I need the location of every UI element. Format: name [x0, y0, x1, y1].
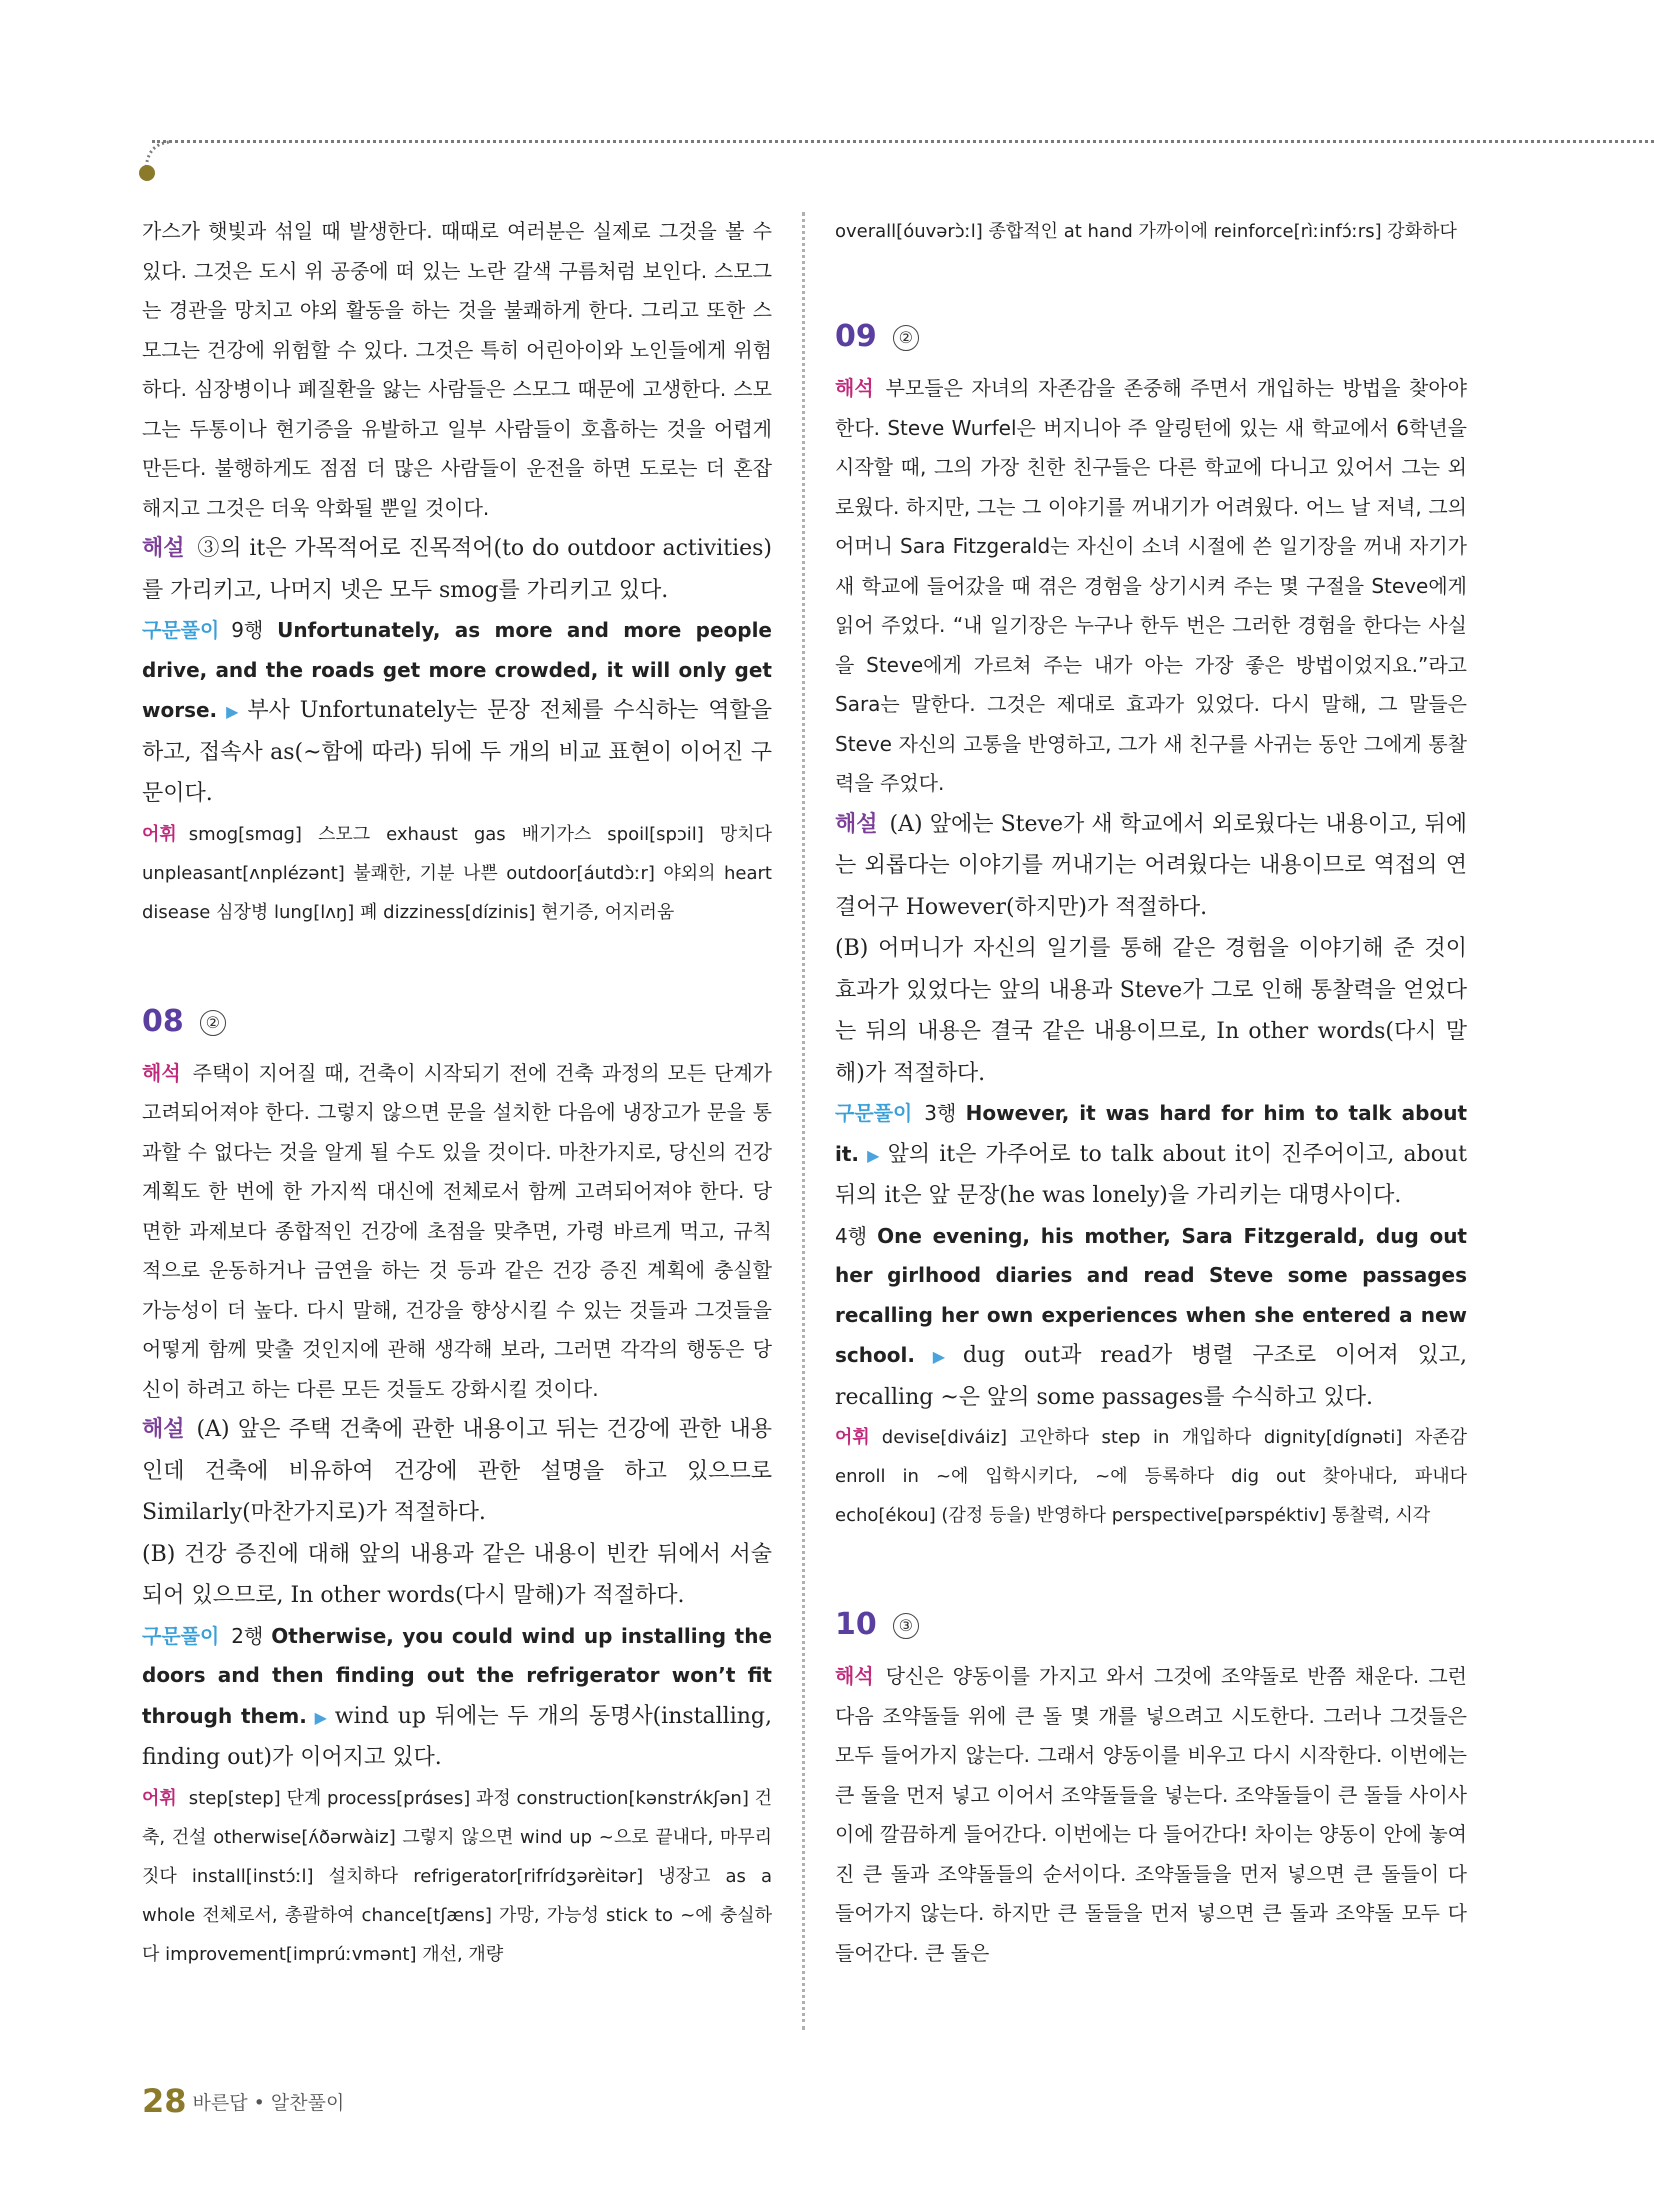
triangle-icon: ▶ — [920, 1347, 957, 1366]
page-footer — [142, 2082, 344, 2120]
vocab-text: smog[smɑɡ] 스모그 exhaust gas 배기가스 spoil[spɔil] 망치다 unpleasant[ʌnplézənt] 불쾌한, 기분 나쁜 outdoor[áutdɔ̀ːr] 야외의 heart disease 심장병 lung[lʌŋ] 폐 dizziness[dízinis] 현기증, 어지러움 — [142, 823, 772, 923]
translation-label: 해석 — [835, 376, 874, 400]
q8-explanation-b: (B) 건강 증진에 대해 앞의 내용과 같은 내용이 빈칸 뒤에서 서술되어 있으므로, In other words(다시 말해)가 적절하다. — [142, 1541, 772, 1608]
q8-vocabulary — [142, 1779, 772, 1974]
grammar-sentence: Otherwise, you could wind up installing the doors and then finding out the refrigerator won’t fit through them. — [142, 1623, 773, 1728]
translation-text: 당신은 양동이를 가지고 와서 그것에 조약돌로 반쯤 채운다. 그런 다음 조약돌들 위에 큰 돌 몇 개를 넣으려고 시도한다. 그러나 그것들은 모두 들어가지 않는다. 그래서 양동이를 비우고 다시 시작한다. 이번에는 큰 돌을 먼저 넣고 이어서 조약돌들을 넣는다. 조약돌들이 큰 돌들 사이사이에 깔끔하게 들어간다. 이번에는 다 들어간다! 차이는 양동이 안에 놓여진 큰 돌과 조약돌들의 순서이다. 조약돌들을 먼저 넣으면 큰 돌들이 다 들어가지 않는다. 하지만 큰 돌들을 먼저 넣으면 큰 돌과 조약돌 모두 다 들어간다. 큰 돌은 — [835, 1664, 1467, 1965]
q9-grammar-2 — [835, 1217, 1467, 1419]
q8-vocabulary-continued: overall[óuvərɔ̀ːl] 종합적인 at hand 가까이에 reinforce[rìːinfɔ́ːrs] 강화하다 — [835, 221, 1457, 242]
right-column — [835, 212, 1467, 1973]
question-number: 08 — [142, 1003, 184, 1039]
vocab-text: step[step] 단계 process[prɑ́ses] 과정 construction[kənstrʌ́kʃən] 건축, 건설 otherwise[ʌ́ðərwàiz] 그렇지 않으면 wind up ~으로 끝내다, 마무리 짓다 install[instɔ́ːl] 설치하다 refrigerator[rifrídʒərèitər] 냉장고 as a whole 전체로서, 총괄하여 chance[tʃæns] 가망, 가능성 stick to ~에 충실하다 improvement[imprúːvmənt] 개선, 개량 — [142, 1787, 772, 1965]
explanation-label: 해설 — [142, 1416, 185, 1442]
q8-grammar — [142, 1617, 772, 1779]
grammar-sentence: Unfortunately, as more and more people drive, and the roads get more crowded, it will only get worse. — [142, 618, 772, 722]
q9-explanation-a — [835, 804, 1467, 929]
grammar-note: 부사 Unfortunately는 문장 전체를 수식하는 역할을 하고, 접속사 as(~함에 따라) 뒤에 두 개의 비교 표현이 이어진 구문이다. — [142, 698, 773, 806]
grammar-line-ref: 2행 — [231, 1623, 264, 1648]
explanation-label: 해설 — [835, 810, 878, 837]
grammar-label: 구문풀이 — [835, 1101, 913, 1125]
grammar-note: 앞의 it은 가주어로 to talk about it이 진주어이고, about 뒤의 it은 앞 문장(he was lonely)을 가리키는 대명사이다. — [835, 1141, 1467, 1208]
q7-vocabulary — [142, 815, 772, 932]
translation-text: 부모들은 자녀의 자존감을 존중해 주면서 개입하는 방법을 찾아야 한다. Steve Wurfel은 버지니아 주 알링턴에 있는 새 학교에서 6학년을 시작할 때, 그의 가장 친한 친구들은 다른 학교에 다니고 있어서 그는 외로웠다. 하지만, 그는 그 이야기를 꺼내기가 어려웠다. 어느 날 저녁, 그의 어머니 Sara Fitzgerald는 자신이 소녀 시절에 쓴 일기장을 꺼내 자기가 새 학교에 들어갔을 때 겪은 경험을 상기시켜 주는 몇 구절을 Steve에게 읽어 주었다. “내 일기장은 누구나 한두 번은 그러한 경험을 한다는 사실을 Steve에게 가르쳐 주는 내가 아는 가장 좋은 방법이었지요.”라고 Sara는 말한다. 그것은 제대로 효과가 있었다. 다시 말해, 그 말들은 Steve 자신의 고통을 반영하고, 그가 새 친구를 사귀는 동안 그에게 통찰력을 주었다. — [835, 376, 1467, 795]
q8-explanation-a — [142, 1409, 772, 1534]
q7-translation-continued: 가스가 햇빛과 섞일 때 발생한다. 때때로 여러분은 실제로 그것을 볼 수 있다. 그것은 도시 위 공중에 떠 있는 노란 갈색 구름처럼 보인다. 스모그는 경관을 망치고 야외 활동을 하는 것을 불쾌하게 한다. 그리고 또한 스모그는 건강에 위험할 수 있다. 그것은 특히 어린아이와 노인들에게 위험하다. 심장병이나 폐질환을 앓는 사람들은 스모그 때문에 고생한다. 스모그는 두통이나 현기증을 유발하고 일부 사람들이 호흡하는 것을 어렵게 만든다. 불행하게도 점점 더 많은 사람들이 운전을 하면 도로는 더 혼잡해지고 그것은 더욱 악화될 뿐일 것이다. — [142, 219, 772, 520]
book-title: 바른답 • 알찬풀이 — [192, 2092, 345, 2114]
grammar-sentence: One evening, his mother, Sara Fitzgerald, dug out her girlhood diaries and read Steve some passages recalling her own experiences when she entered a new school. — [835, 1223, 1467, 1367]
q9-grammar-1 — [835, 1094, 1467, 1217]
explanation-label: 해설 — [142, 535, 185, 561]
grammar-label: 구문풀이 — [142, 1623, 220, 1648]
grammar-line-ref: 3행 — [924, 1101, 957, 1125]
grammar-line-ref: 4행 — [835, 1223, 868, 1248]
grammar-note: wind up 뒤에는 두 개의 동명사(installing, finding out)가 이어지고 있다. — [142, 1703, 772, 1770]
vocab-text: devise[diváiz] 고안하다 step in 개입하다 dignity[dígnəti] 자존감 enroll in ~에 입학시키다, ~에 등록하다 dig out 찾아내다, 파내다 echo[ékou] (감정 등을) 반영하다 perspective[pərspéktiv] 통찰력, 시각 — [835, 1427, 1467, 1526]
header-dotted-line — [152, 140, 1654, 143]
q9-explanation-b: (B) 어머니가 자신의 일기를 통해 같은 경험을 이야기해 준 것이 효과가 있었다는 앞의 내용과 Steve가 그로 인해 통찰력을 얻었다는 뒤의 내용은 결국 같은 내용이므로, In other words(다시 말해)가 적절하다. — [835, 936, 1467, 1086]
q8-translation — [142, 1054, 772, 1410]
q9-translation — [835, 369, 1467, 804]
grammar-note: dug out과 read가 병렬 구조로 이어져 있고, recalling ~은 앞의 some passages를 수식하고 있다. — [835, 1343, 1467, 1410]
q8-header — [142, 1002, 772, 1052]
column-divider — [802, 212, 805, 2030]
vocab-label: 어휘 — [142, 823, 177, 845]
triangle-icon: ▶ — [865, 1145, 882, 1165]
q7-explanation — [142, 528, 772, 611]
q10-header — [835, 1605, 1467, 1655]
q9-vocabulary — [835, 1418, 1467, 1535]
answer-circle: ② — [893, 325, 919, 351]
grammar-line-ref: 9행 — [231, 618, 264, 642]
vocab-label: 어휘 — [142, 1787, 177, 1809]
explanation-text: (A) 앞은 주택 건축에 관한 내용이고 뒤는 건강에 관한 내용인데 건축에 비유하여 건강에 관한 설명을 하고 있으므로 Similarly(마찬가지로)가 적절하다. — [142, 1417, 772, 1525]
grammar-sentence: However, it was hard for him to talk about it. — [835, 1101, 1468, 1166]
page-number: 28 — [142, 2082, 187, 2120]
explanation-text: ③의 it은 가목적어로 진목적어(to do outdoor activities)를 가리키고, 나머지 넷은 모두 smog를 가리키고 있다. — [142, 536, 772, 603]
question-number: 10 — [835, 1607, 877, 1642]
vocab-label: 어휘 — [835, 1427, 870, 1448]
explanation-text: (A) 앞에는 Steve가 새 학교에서 외로웠다는 내용이고, 뒤에는 외롭다는 이야기를 꺼내기는 어려웠다는 내용이므로 역접의 연결어구 However(하지만)가 적절하다. — [835, 811, 1467, 920]
triangle-icon: ▶ — [223, 702, 242, 721]
q10-translation — [835, 1657, 1467, 1973]
left-column — [142, 212, 772, 1974]
translation-label: 해석 — [142, 1060, 181, 1085]
q7-grammar — [142, 611, 772, 815]
translation-text: 주택이 지어질 때, 건축이 시작되기 전에 건축 과정의 모든 단계가 고려되어져야 한다. 그렇지 않으면 문을 설치한 다음에 냉장고가 문을 통과할 수 없다는 것을 알게 될 수도 있을 것이다. 마찬가지로, 당신의 건강 계획도 한 번에 한 가지씩 대신에 전체로서 함께 고려되어져야 한다. 당면한 과제보다 종합적인 건강에 초점을 맞추면, 가령 바르게 먹고, 규칙적으로 운동하거나 금연을 하는 것 등과 같은 건강 증진 계획에 충실할 가능성이 더 높다. 다시 말해, 건강을 향상시킬 수 있는 것들과 그것들을 어떻게 함께 맞출 것인지에 관해 생각해 보라, 그러면 각각의 행동은 당신이 하려고 하는 다른 모든 것들도 강화시킬 것이다. — [142, 1060, 772, 1401]
triangle-icon: ▶ — [312, 1707, 329, 1727]
answer-circle: ③ — [893, 1613, 919, 1639]
question-number: 09 — [835, 319, 877, 354]
header-dot-decoration — [139, 165, 155, 181]
q9-header — [835, 317, 1467, 367]
translation-label: 해석 — [835, 1664, 874, 1688]
answer-circle: ② — [200, 1010, 226, 1036]
grammar-label: 구문풀이 — [142, 618, 220, 642]
